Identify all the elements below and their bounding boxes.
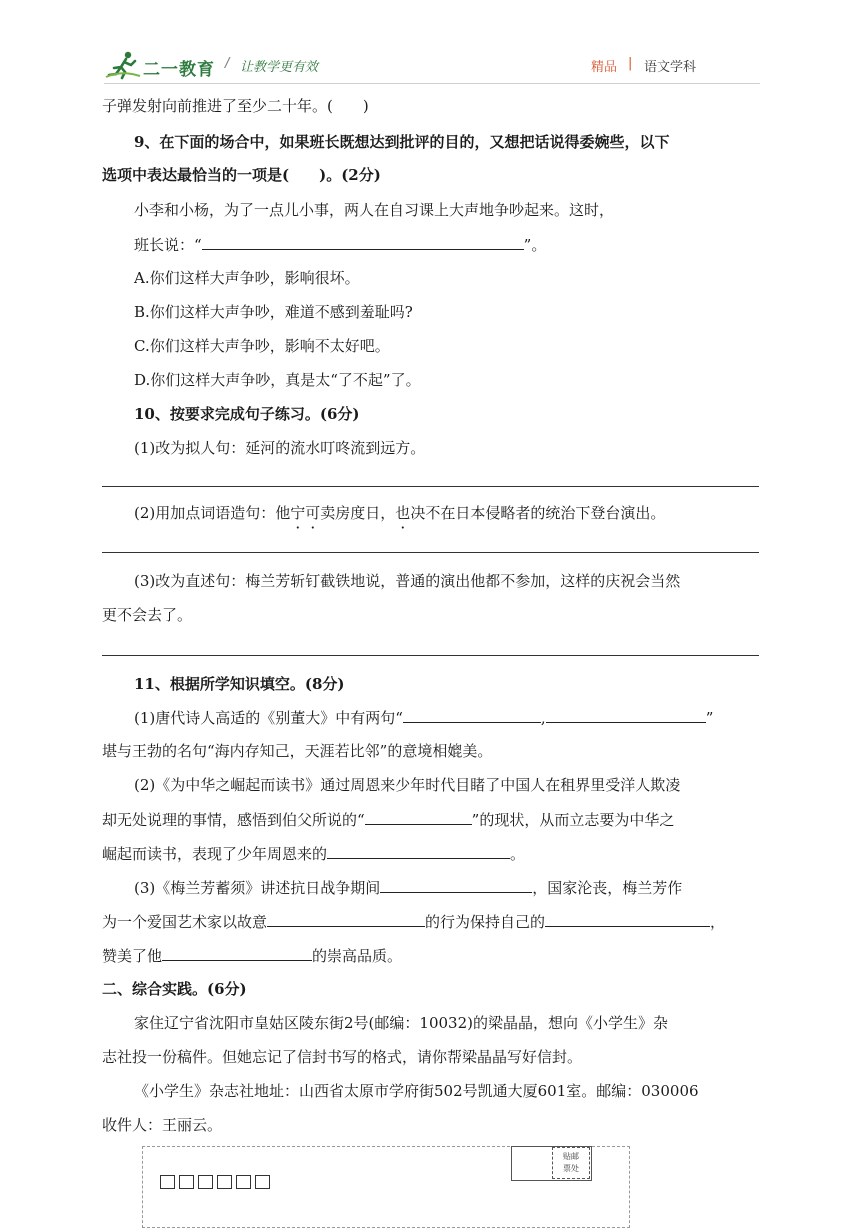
- q11-text: 却无处说理的事情，感悟到伯父所说的“: [102, 811, 365, 829]
- postal-code-boxes[interactable]: [160, 1175, 270, 1189]
- stamp-label: 票处: [563, 1164, 579, 1173]
- postal-code-box[interactable]: [255, 1175, 270, 1189]
- question-10-2: [134, 502, 665, 523]
- stamp-box: [552, 1147, 590, 1179]
- quality-tag: 精品: [591, 60, 618, 75]
- stamp-label: 贴邮: [563, 1152, 579, 1161]
- answer-blank[interactable]: [327, 842, 510, 859]
- question-11-3-cont: [102, 910, 725, 932]
- header-rule: [104, 83, 760, 84]
- question-11-1: [134, 706, 713, 728]
- postal-code-box[interactable]: [217, 1175, 232, 1189]
- question-10-title: 10、按要求完成句子练习。(6分): [134, 405, 360, 423]
- q11-text: (3)《梅兰芳蓄须》讲述抗日战争期间: [134, 879, 381, 897]
- answer-blank[interactable]: [202, 233, 524, 250]
- question-10-3-cont: 更不会去了。: [102, 606, 193, 624]
- question-10-1: (1)改为拟人句：延河的流水叮咚流到远方。: [134, 439, 426, 457]
- prompt-suffix: ”。: [523, 236, 547, 254]
- answer-blank[interactable]: [267, 910, 425, 927]
- question-9-context: 小李和小杨，为了一点儿小事，两人在自习课上大声地争吵起来。这时，: [134, 201, 615, 219]
- postal-code-box[interactable]: [198, 1175, 213, 1189]
- question-11-3: [134, 876, 682, 898]
- postal-code-box[interactable]: [179, 1175, 194, 1189]
- question-11-title: 11、根据所学知识填空。(8分): [134, 675, 345, 693]
- q11-text: ，: [710, 913, 726, 931]
- dotted-word: 也: [395, 504, 411, 522]
- option-a[interactable]: A.你们这样大声争吵，影响很坏。: [134, 269, 360, 287]
- q11-text: 。: [510, 845, 526, 863]
- question-9-prompt: [134, 233, 546, 255]
- logo-runner-icon: [104, 50, 144, 80]
- prompt-prefix: 班长说：“: [134, 236, 202, 254]
- section-2-text: 家住辽宁省沈阳市皇姑区陵东街2号(邮编：10032)的梁晶晶，想向《小学生》杂: [134, 1014, 668, 1032]
- answer-line[interactable]: [102, 486, 759, 487]
- q11-text: (1)唐代诗人高适的《别董大》中有两句“: [134, 709, 403, 727]
- text-line: 子弹发射向前推进了至少二十年。( ): [102, 97, 369, 115]
- q10-2-text: (2)用加点词语造句：他: [134, 504, 291, 522]
- q11-text: 为一个爱国艺术家以故意: [102, 913, 268, 931]
- section-2-text: 志社投一份稿件。但她忘记了信封书写的格式，请你帮梁晶晶写好信封。: [102, 1048, 583, 1066]
- dotted-word: 宁: [290, 504, 306, 522]
- option-d[interactable]: D.你们这样大声争吵，真是太“了不起”了。: [134, 371, 421, 389]
- q11-text: ，国家沦丧，梅兰芳作: [532, 879, 683, 897]
- q10-2-text: 决不在日本侵略者的统治下登台演出。: [410, 504, 666, 522]
- subject-label: 语文学科: [644, 60, 697, 75]
- answer-blank[interactable]: [380, 876, 532, 893]
- answer-line[interactable]: [102, 552, 759, 553]
- q11-text: ,: [540, 709, 546, 727]
- question-11-2-cont: [102, 808, 674, 830]
- answer-blank[interactable]: [545, 910, 710, 927]
- q11-text: 的崇高品质。: [312, 947, 403, 965]
- header-divider: |: [628, 56, 633, 71]
- section-2-text: 《小学生》杂志社地址：山西省太原市学府街502号凯通大厦601室。邮编：030006: [134, 1082, 699, 1100]
- option-b[interactable]: B.你们这样大声争吵，难道不感到羞耻吗?: [134, 303, 413, 321]
- q11-text: ”的现状，从而立志要为中华之: [471, 811, 675, 829]
- option-c[interactable]: C.你们这样大声争吵，影响不太好吧。: [134, 337, 390, 355]
- question-11-2-cont2: [102, 842, 525, 864]
- section-2-text: 收件人：王丽云。: [102, 1116, 223, 1134]
- q11-text: ”: [705, 709, 714, 727]
- question-10-3: (3)改为直述句：梅兰芳斩钉截铁地说，普通的演出他都不参加，这样的庆祝会当然: [134, 572, 681, 590]
- brand-name: 二一教育: [143, 60, 215, 80]
- postal-code-box[interactable]: [160, 1175, 175, 1189]
- question-9-title-cont: 选项中表达最恰当的一项是( )。(2分): [102, 166, 381, 184]
- header-slash: /: [225, 56, 230, 71]
- answer-blank[interactable]: [365, 808, 472, 825]
- question-11-3-cont2: [102, 944, 402, 966]
- dotted-word: 可: [305, 504, 321, 522]
- question-11-2: (2)《为中华之崛起而读书》通过周恩来少年时代目睹了中国人在租界里受洋人欺凌: [134, 776, 681, 794]
- answer-blank[interactable]: [546, 706, 706, 723]
- answer-blank[interactable]: [403, 706, 541, 723]
- q11-text: 崛起而读书，表现了少年周恩来的: [102, 845, 328, 863]
- q11-text: 的行为保持自己的: [425, 913, 546, 931]
- answer-blank[interactable]: [162, 944, 312, 961]
- q10-2-text: 卖房度日，: [320, 504, 396, 522]
- question-11-1-cont: 堪与王勃的名句“海内存知己，天涯若比邻”的意境相媲美。: [102, 742, 493, 760]
- section-2-title: 二、综合实践。(6分): [102, 980, 247, 998]
- brand-slogan: 让教学更有效: [240, 60, 319, 75]
- question-9-title: 9、在下面的场合中，如果班长既想达到批评的目的，又想把话说得委婉些，以下: [134, 133, 670, 151]
- answer-line[interactable]: [102, 655, 759, 656]
- q11-text: 赞美了他: [102, 947, 163, 965]
- postal-code-box[interactable]: [236, 1175, 251, 1189]
